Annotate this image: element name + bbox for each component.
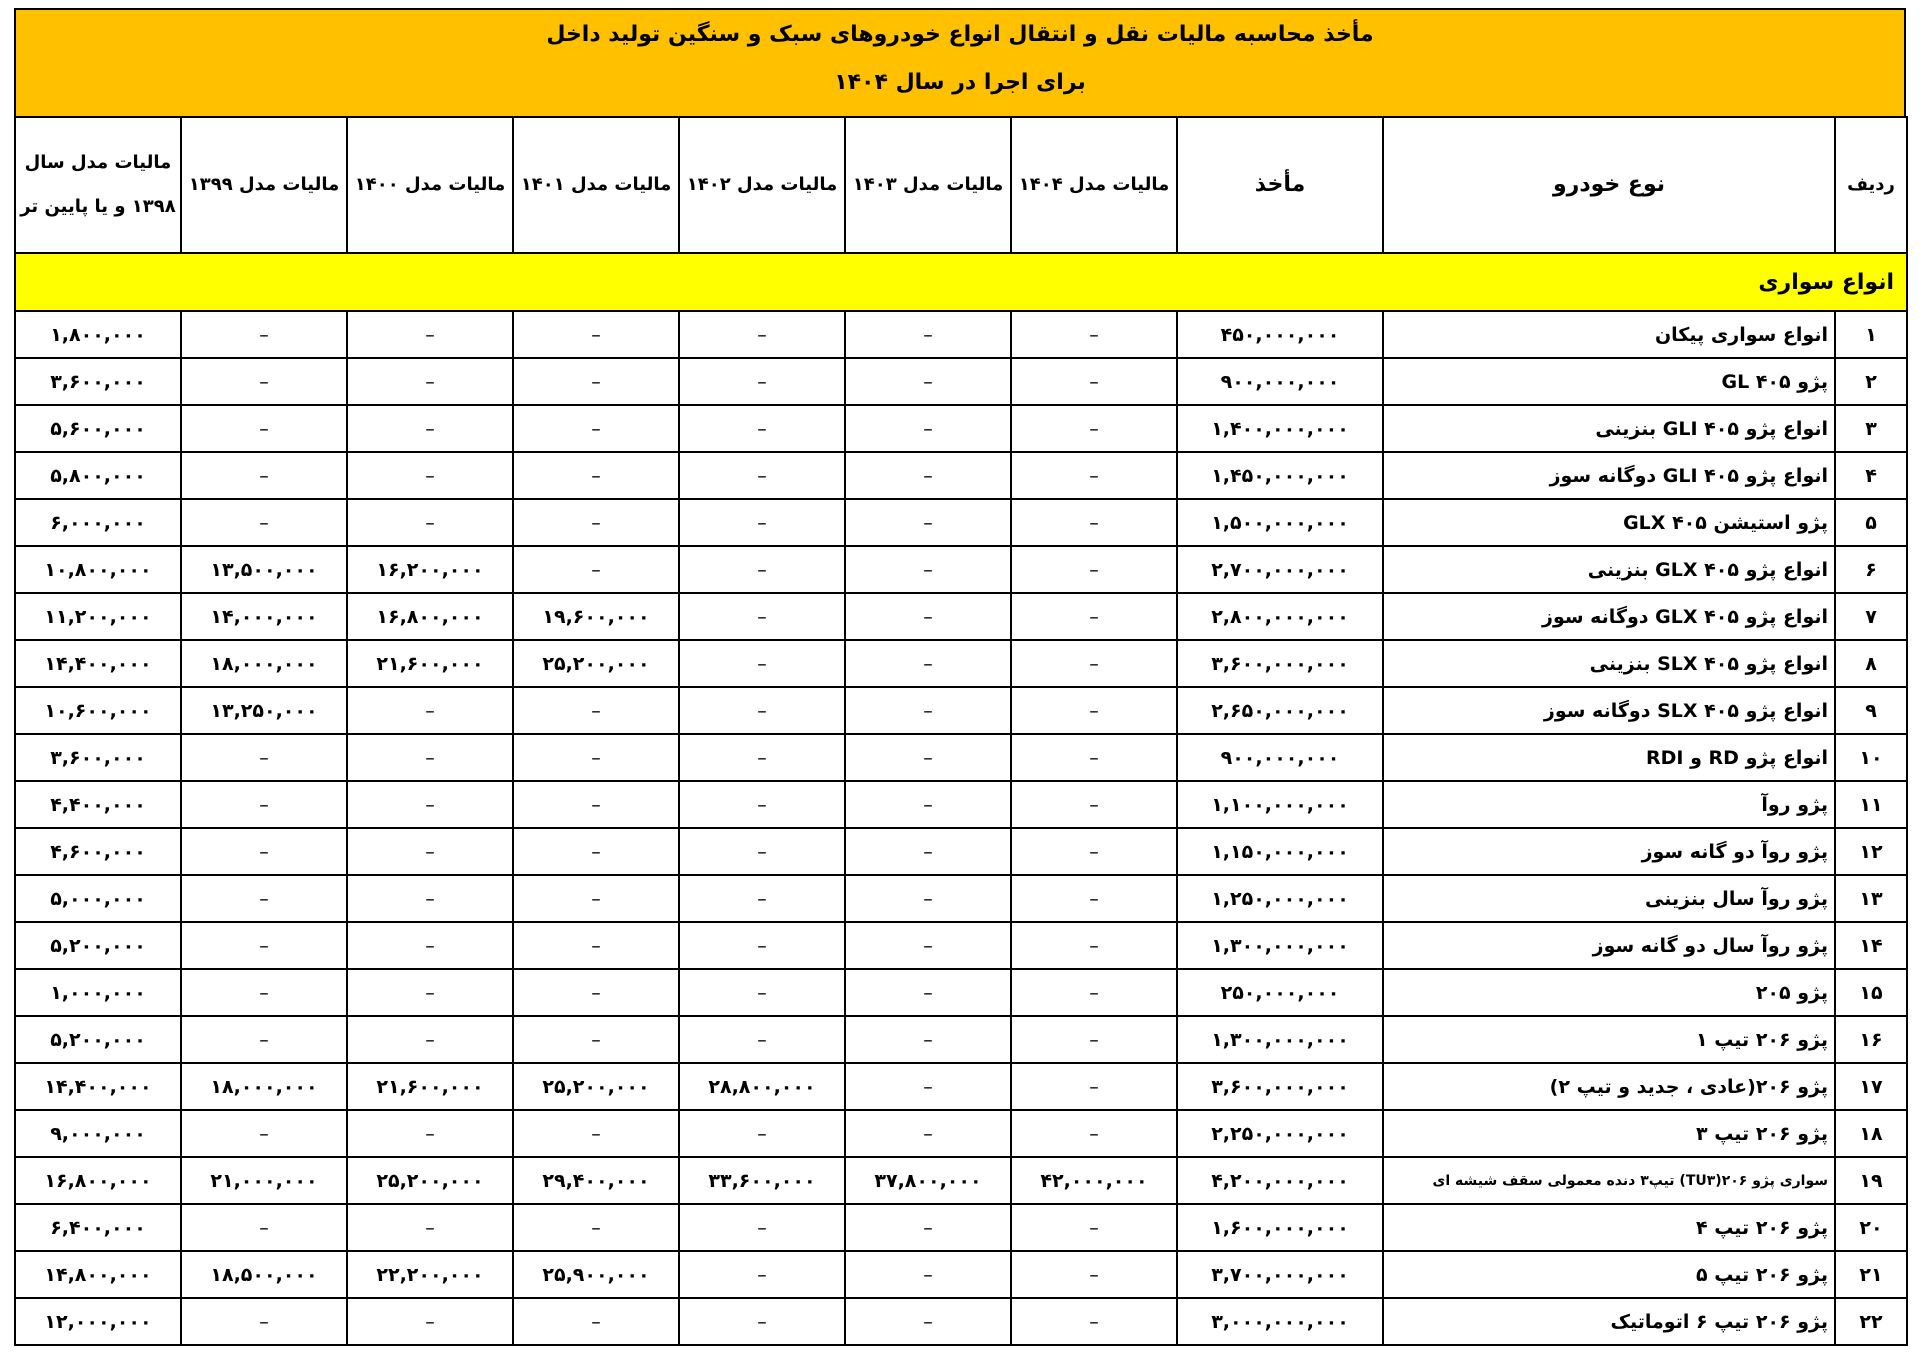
header-tax-1401: مالیات مدل ۱۴۰۱ <box>513 117 679 253</box>
cell-tax-1401: – <box>513 358 679 405</box>
cell-tax-1398: ۵,۰۰۰,۰۰۰ <box>15 875 181 922</box>
cell-tax-1398: ۱۲,۰۰۰,۰۰۰ <box>15 1298 181 1345</box>
cell-tax-1400: – <box>347 358 513 405</box>
category-row <box>15 253 1907 311</box>
cell-tax-1404: – <box>1011 734 1177 781</box>
cell-tax-1401: – <box>513 1110 679 1157</box>
cell-tax-1400: – <box>347 687 513 734</box>
cell-base-value: ۲,۸۰۰,۰۰۰,۰۰۰ <box>1177 593 1383 640</box>
table-row <box>15 499 1907 546</box>
cell-tax-1403: – <box>845 687 1011 734</box>
cell-tax-1402: – <box>679 875 845 922</box>
cell-tax-1404: – <box>1011 969 1177 1016</box>
cell-vehicle-type: پژو استیشن ۴۰۵ GLX <box>1383 499 1835 546</box>
header-tax-1399: مالیات مدل ۱۳۹۹ <box>181 117 347 253</box>
cell-tax-1398: ۱۴,۴۰۰,۰۰۰ <box>15 1063 181 1110</box>
cell-tax-1403: – <box>845 1204 1011 1251</box>
cell-row-number: ۳ <box>1835 405 1907 452</box>
cell-tax-1399: ۱۸,۰۰۰,۰۰۰ <box>181 1063 347 1110</box>
cell-tax-1398: ۵,۶۰۰,۰۰۰ <box>15 405 181 452</box>
cell-row-number: ۱۲ <box>1835 828 1907 875</box>
cell-tax-1401: ۲۵,۲۰۰,۰۰۰ <box>513 1063 679 1110</box>
table-row <box>15 1204 1907 1251</box>
cell-tax-1401: – <box>513 452 679 499</box>
cell-tax-1399: ۱۳,۲۵۰,۰۰۰ <box>181 687 347 734</box>
cell-base-value: ۳,۶۰۰,۰۰۰,۰۰۰ <box>1177 640 1383 687</box>
title-main: مأخذ محاسبه مالیات نقل و انتقال انواع خودروهای سبک و سنگین تولید داخل <box>546 22 1374 47</box>
cell-tax-1404: – <box>1011 1298 1177 1345</box>
cell-tax-1398: ۴,۶۰۰,۰۰۰ <box>15 828 181 875</box>
cell-vehicle-type: انواع سواری پیکان <box>1383 311 1835 358</box>
cell-vehicle-type: پژو ۲۰۶ تیپ ۳ <box>1383 1110 1835 1157</box>
cell-tax-1402: – <box>679 1110 845 1157</box>
cell-tax-1399: – <box>181 969 347 1016</box>
table-row <box>15 828 1907 875</box>
cell-vehicle-type: انواع پژو ۴۰۵ GLI بنزینی <box>1383 405 1835 452</box>
cell-tax-1403: – <box>845 734 1011 781</box>
cell-vehicle-type: پژو ۲۰۶ تیپ ۵ <box>1383 1251 1835 1298</box>
table-row <box>15 640 1907 687</box>
cell-tax-1402: – <box>679 781 845 828</box>
cell-tax-1401: – <box>513 969 679 1016</box>
cell-tax-1402: – <box>679 1016 845 1063</box>
cell-tax-1399: – <box>181 1016 347 1063</box>
cell-tax-1398: ۱,۸۰۰,۰۰۰ <box>15 311 181 358</box>
cell-tax-1402: – <box>679 922 845 969</box>
cell-tax-1404: – <box>1011 640 1177 687</box>
cell-tax-1399: ۱۸,۵۰۰,۰۰۰ <box>181 1251 347 1298</box>
cell-tax-1402: – <box>679 311 845 358</box>
cell-vehicle-type: پژو ۲۰۶ تیپ ۶ اتوماتیک <box>1383 1298 1835 1345</box>
cell-tax-1398: ۶,۴۰۰,۰۰۰ <box>15 1204 181 1251</box>
table-row <box>15 452 1907 499</box>
cell-tax-1404: – <box>1011 1016 1177 1063</box>
cell-tax-1402: – <box>679 687 845 734</box>
cell-row-number: ۵ <box>1835 499 1907 546</box>
cell-tax-1401: – <box>513 781 679 828</box>
cell-tax-1399: ۲۱,۰۰۰,۰۰۰ <box>181 1157 347 1204</box>
table-row <box>15 875 1907 922</box>
cell-tax-1399: – <box>181 828 347 875</box>
cell-tax-1400: – <box>347 1110 513 1157</box>
title-sub: برای اجرا در سال ۱۴۰۴ <box>834 70 1086 95</box>
table-row <box>15 1251 1907 1298</box>
cell-tax-1399: – <box>181 781 347 828</box>
cell-tax-1403: ۳۷,۸۰۰,۰۰۰ <box>845 1157 1011 1204</box>
cell-tax-1402: – <box>679 452 845 499</box>
header-tax-1400: مالیات مدل ۱۴۰۰ <box>347 117 513 253</box>
cell-tax-1402: – <box>679 828 845 875</box>
cell-row-number: ۴ <box>1835 452 1907 499</box>
cell-tax-1400: ۲۵,۲۰۰,۰۰۰ <box>347 1157 513 1204</box>
cell-tax-1404: – <box>1011 311 1177 358</box>
cell-tax-1398: ۳,۶۰۰,۰۰۰ <box>15 358 181 405</box>
cell-tax-1398: ۶,۰۰۰,۰۰۰ <box>15 499 181 546</box>
cell-tax-1399: – <box>181 1204 347 1251</box>
cell-tax-1402: ۳۳,۶۰۰,۰۰۰ <box>679 1157 845 1204</box>
cell-base-value: ۳,۶۰۰,۰۰۰,۰۰۰ <box>1177 1063 1383 1110</box>
cell-vehicle-type: انواع پژو ۴۰۵ GLI دوگانه سوز <box>1383 452 1835 499</box>
cell-tax-1400: – <box>347 1204 513 1251</box>
cell-tax-1403: – <box>845 828 1011 875</box>
cell-tax-1400: ۲۱,۶۰۰,۰۰۰ <box>347 640 513 687</box>
cell-tax-1401: ۲۹,۴۰۰,۰۰۰ <box>513 1157 679 1204</box>
cell-base-value: ۱,۴۰۰,۰۰۰,۰۰۰ <box>1177 405 1383 452</box>
cell-tax-1403: – <box>845 452 1011 499</box>
cell-tax-1404: – <box>1011 781 1177 828</box>
cell-base-value: ۱,۳۰۰,۰۰۰,۰۰۰ <box>1177 1016 1383 1063</box>
cell-tax-1402: – <box>679 1204 845 1251</box>
cell-vehicle-type: پژو روآ <box>1383 781 1835 828</box>
cell-row-number: ۱۹ <box>1835 1157 1907 1204</box>
table-row <box>15 1298 1907 1345</box>
cell-base-value: ۴,۲۰۰,۰۰۰,۰۰۰ <box>1177 1157 1383 1204</box>
tax-table <box>14 116 1908 1346</box>
cell-row-number: ۱۸ <box>1835 1110 1907 1157</box>
table-row <box>15 593 1907 640</box>
cell-tax-1402: – <box>679 734 845 781</box>
cell-tax-1399: – <box>181 922 347 969</box>
cell-tax-1403: – <box>845 499 1011 546</box>
cell-tax-1399: ۱۳,۵۰۰,۰۰۰ <box>181 546 347 593</box>
cell-tax-1399: ۱۸,۰۰۰,۰۰۰ <box>181 640 347 687</box>
cell-tax-1400: – <box>347 405 513 452</box>
cell-tax-1403: – <box>845 1251 1011 1298</box>
cell-tax-1399: – <box>181 1298 347 1345</box>
cell-vehicle-type: پژو ۲۰۶(عادی ، جدید و تیپ ۲) <box>1383 1063 1835 1110</box>
cell-tax-1400: ۲۱,۶۰۰,۰۰۰ <box>347 1063 513 1110</box>
cell-tax-1400: – <box>347 828 513 875</box>
cell-tax-1401: – <box>513 546 679 593</box>
cell-tax-1403: – <box>845 546 1011 593</box>
cell-tax-1398: ۵,۲۰۰,۰۰۰ <box>15 1016 181 1063</box>
title-banner <box>14 8 1906 116</box>
table-row <box>15 1016 1907 1063</box>
cell-tax-1400: – <box>347 1298 513 1345</box>
table-row <box>15 1063 1907 1110</box>
cell-tax-1404: – <box>1011 1110 1177 1157</box>
cell-row-number: ۱۳ <box>1835 875 1907 922</box>
table-row <box>15 687 1907 734</box>
cell-vehicle-type: پژو ۴۰۵ GL <box>1383 358 1835 405</box>
cell-vehicle-type: انواع پژو ۴۰۵ GLX بنزینی <box>1383 546 1835 593</box>
header-tax-1404: مالیات مدل ۱۴۰۴ <box>1011 117 1177 253</box>
cell-row-number: ۱۴ <box>1835 922 1907 969</box>
cell-tax-1403: – <box>845 922 1011 969</box>
cell-tax-1398: ۱۶,۸۰۰,۰۰۰ <box>15 1157 181 1204</box>
cell-vehicle-type: انواع پژو ۴۰۵ GLX دوگانه سوز <box>1383 593 1835 640</box>
cell-tax-1399: – <box>181 311 347 358</box>
cell-tax-1402: ۲۸,۸۰۰,۰۰۰ <box>679 1063 845 1110</box>
cell-tax-1398: ۱,۰۰۰,۰۰۰ <box>15 969 181 1016</box>
table-row <box>15 1157 1907 1204</box>
cell-vehicle-type: پژو ۲۰۶ تیپ ۱ <box>1383 1016 1835 1063</box>
cell-tax-1401: – <box>513 499 679 546</box>
cell-tax-1399: – <box>181 405 347 452</box>
cell-tax-1402: – <box>679 1251 845 1298</box>
cell-row-number: ۶ <box>1835 546 1907 593</box>
cell-row-number: ۱۶ <box>1835 1016 1907 1063</box>
cell-base-value: ۱,۶۰۰,۰۰۰,۰۰۰ <box>1177 1204 1383 1251</box>
cell-tax-1402: – <box>679 546 845 593</box>
cell-row-number: ۲۱ <box>1835 1251 1907 1298</box>
cell-vehicle-type: پژو روآ سال دو گانه سوز <box>1383 922 1835 969</box>
cell-tax-1401: ۱۹,۶۰۰,۰۰۰ <box>513 593 679 640</box>
header-tax-1403: مالیات مدل ۱۴۰۳ <box>845 117 1011 253</box>
cell-tax-1401: – <box>513 875 679 922</box>
cell-tax-1401: – <box>513 922 679 969</box>
cell-row-number: ۲۲ <box>1835 1298 1907 1345</box>
cell-tax-1399: – <box>181 452 347 499</box>
cell-tax-1400: – <box>347 969 513 1016</box>
cell-tax-1401: – <box>513 405 679 452</box>
cell-tax-1403: – <box>845 593 1011 640</box>
table-row <box>15 358 1907 405</box>
cell-base-value: ۲,۶۵۰,۰۰۰,۰۰۰ <box>1177 687 1383 734</box>
cell-row-number: ۸ <box>1835 640 1907 687</box>
table-row <box>15 734 1907 781</box>
cell-tax-1403: – <box>845 358 1011 405</box>
cell-base-value: ۲,۲۵۰,۰۰۰,۰۰۰ <box>1177 1110 1383 1157</box>
cell-tax-1402: – <box>679 499 845 546</box>
cell-tax-1400: – <box>347 734 513 781</box>
cell-tax-1402: – <box>679 593 845 640</box>
cell-tax-1404: – <box>1011 1063 1177 1110</box>
cell-row-number: ۹ <box>1835 687 1907 734</box>
table-row <box>15 781 1907 828</box>
cell-tax-1403: – <box>845 405 1011 452</box>
cell-row-number: ۲۰ <box>1835 1204 1907 1251</box>
cell-base-value: ۱,۱۵۰,۰۰۰,۰۰۰ <box>1177 828 1383 875</box>
cell-tax-1398: ۱۴,۴۰۰,۰۰۰ <box>15 640 181 687</box>
cell-tax-1398: ۴,۴۰۰,۰۰۰ <box>15 781 181 828</box>
cell-tax-1403: – <box>845 1016 1011 1063</box>
table-row <box>15 311 1907 358</box>
cell-tax-1403: – <box>845 1063 1011 1110</box>
cell-tax-1403: – <box>845 311 1011 358</box>
cell-tax-1400: – <box>347 311 513 358</box>
cell-vehicle-type: پژو روآ دو گانه سوز <box>1383 828 1835 875</box>
cell-tax-1398: ۱۴,۸۰۰,۰۰۰ <box>15 1251 181 1298</box>
cell-tax-1398: ۱۱,۲۰۰,۰۰۰ <box>15 593 181 640</box>
header-vehicle-type: نوع خودرو <box>1383 117 1835 253</box>
cell-tax-1402: – <box>679 640 845 687</box>
cell-base-value: ۱,۳۰۰,۰۰۰,۰۰۰ <box>1177 922 1383 969</box>
cell-tax-1403: – <box>845 640 1011 687</box>
cell-tax-1403: – <box>845 781 1011 828</box>
cell-tax-1398: ۵,۲۰۰,۰۰۰ <box>15 922 181 969</box>
cell-tax-1404: – <box>1011 499 1177 546</box>
cell-tax-1399: – <box>181 358 347 405</box>
cell-tax-1398: ۳,۶۰۰,۰۰۰ <box>15 734 181 781</box>
table-row <box>15 1110 1907 1157</box>
cell-tax-1400: – <box>347 499 513 546</box>
cell-tax-1404: – <box>1011 593 1177 640</box>
cell-tax-1400: – <box>347 922 513 969</box>
cell-tax-1403: – <box>845 1110 1011 1157</box>
cell-vehicle-type: پژو روآ سال بنزینی <box>1383 875 1835 922</box>
header-row <box>15 117 1907 253</box>
cell-vehicle-type: پژو ۲۰۶ تیپ ۴ <box>1383 1204 1835 1251</box>
cell-base-value: ۲۵۰,۰۰۰,۰۰۰ <box>1177 969 1383 1016</box>
cell-tax-1403: – <box>845 875 1011 922</box>
cell-base-value: ۲,۷۰۰,۰۰۰,۰۰۰ <box>1177 546 1383 593</box>
cell-vehicle-type: انواع پژو RD و RDI <box>1383 734 1835 781</box>
cell-tax-1404: – <box>1011 875 1177 922</box>
cell-base-value: ۳,۷۰۰,۰۰۰,۰۰۰ <box>1177 1251 1383 1298</box>
cell-tax-1403: – <box>845 1298 1011 1345</box>
header-tax-1402: مالیات مدل ۱۴۰۲ <box>679 117 845 253</box>
cell-tax-1398: ۹,۰۰۰,۰۰۰ <box>15 1110 181 1157</box>
cell-vehicle-type: انواع پژو ۴۰۵ SLX دوگانه سوز <box>1383 687 1835 734</box>
cell-row-number: ۱۰ <box>1835 734 1907 781</box>
cell-tax-1401: – <box>513 1016 679 1063</box>
cell-tax-1400: ۱۶,۲۰۰,۰۰۰ <box>347 546 513 593</box>
cell-tax-1404: – <box>1011 1204 1177 1251</box>
table-row <box>15 969 1907 1016</box>
table-row <box>15 546 1907 593</box>
cell-tax-1403: – <box>845 969 1011 1016</box>
cell-tax-1404: – <box>1011 546 1177 593</box>
cell-tax-1401: – <box>513 311 679 358</box>
cell-row-number: ۲ <box>1835 358 1907 405</box>
cell-tax-1404: – <box>1011 687 1177 734</box>
cell-tax-1401: – <box>513 1298 679 1345</box>
cell-tax-1400: – <box>347 452 513 499</box>
cell-tax-1402: – <box>679 358 845 405</box>
cell-tax-1402: – <box>679 1298 845 1345</box>
table-row <box>15 922 1907 969</box>
cell-base-value: ۱,۱۰۰,۰۰۰,۰۰۰ <box>1177 781 1383 828</box>
header-row-number: ردیف <box>1835 117 1907 253</box>
cell-tax-1402: – <box>679 969 845 1016</box>
table-row <box>15 405 1907 452</box>
cell-base-value: ۱,۲۵۰,۰۰۰,۰۰۰ <box>1177 875 1383 922</box>
header-tax-1398: مالیات مدل سال ۱۳۹۸ و یا پایین تر <box>15 117 181 253</box>
cell-vehicle-type: سواری پژو ۲۰۶(TU۳) تیپ۳ دنده معمولی سقف شیشه ای <box>1383 1157 1835 1204</box>
header-base-value: مأخذ <box>1177 117 1383 253</box>
cell-tax-1400: – <box>347 781 513 828</box>
cell-vehicle-type: پژو ۲۰۵ <box>1383 969 1835 1016</box>
cell-tax-1398: ۱۰,۶۰۰,۰۰۰ <box>15 687 181 734</box>
cell-tax-1401: – <box>513 687 679 734</box>
cell-vehicle-type: انواع پژو ۴۰۵ SLX بنزینی <box>1383 640 1835 687</box>
cell-tax-1401: ۲۵,۹۰۰,۰۰۰ <box>513 1251 679 1298</box>
cell-tax-1400: ۲۲,۲۰۰,۰۰۰ <box>347 1251 513 1298</box>
cell-tax-1400: ۱۶,۸۰۰,۰۰۰ <box>347 593 513 640</box>
cell-tax-1398: ۵,۸۰۰,۰۰۰ <box>15 452 181 499</box>
cell-tax-1404: – <box>1011 828 1177 875</box>
cell-tax-1402: – <box>679 405 845 452</box>
cell-tax-1404: – <box>1011 922 1177 969</box>
cell-row-number: ۱۵ <box>1835 969 1907 1016</box>
cell-row-number: ۷ <box>1835 593 1907 640</box>
cell-tax-1401: – <box>513 1204 679 1251</box>
cell-row-number: ۱ <box>1835 311 1907 358</box>
cell-base-value: ۹۰۰,۰۰۰,۰۰۰ <box>1177 358 1383 405</box>
cell-tax-1401: – <box>513 734 679 781</box>
cell-tax-1401: – <box>513 828 679 875</box>
cell-tax-1401: ۲۵,۲۰۰,۰۰۰ <box>513 640 679 687</box>
cell-tax-1404: – <box>1011 452 1177 499</box>
cell-base-value: ۴۵۰,۰۰۰,۰۰۰ <box>1177 311 1383 358</box>
category-label: انواع سواری <box>15 253 1907 311</box>
cell-tax-1399: – <box>181 499 347 546</box>
cell-tax-1404: ۴۲,۰۰۰,۰۰۰ <box>1011 1157 1177 1204</box>
cell-tax-1399: – <box>181 875 347 922</box>
cell-base-value: ۱,۴۵۰,۰۰۰,۰۰۰ <box>1177 452 1383 499</box>
cell-tax-1404: – <box>1011 358 1177 405</box>
cell-tax-1399: ۱۴,۰۰۰,۰۰۰ <box>181 593 347 640</box>
cell-base-value: ۱,۵۰۰,۰۰۰,۰۰۰ <box>1177 499 1383 546</box>
cell-tax-1404: – <box>1011 405 1177 452</box>
tax-sheet <box>14 8 1906 1346</box>
cell-tax-1398: ۱۰,۸۰۰,۰۰۰ <box>15 546 181 593</box>
cell-base-value: ۹۰۰,۰۰۰,۰۰۰ <box>1177 734 1383 781</box>
cell-row-number: ۱۱ <box>1835 781 1907 828</box>
cell-tax-1399: – <box>181 734 347 781</box>
cell-base-value: ۳,۰۰۰,۰۰۰,۰۰۰ <box>1177 1298 1383 1345</box>
cell-tax-1404: – <box>1011 1251 1177 1298</box>
cell-tax-1400: – <box>347 1016 513 1063</box>
cell-tax-1399: – <box>181 1110 347 1157</box>
cell-tax-1400: – <box>347 875 513 922</box>
cell-row-number: ۱۷ <box>1835 1063 1907 1110</box>
